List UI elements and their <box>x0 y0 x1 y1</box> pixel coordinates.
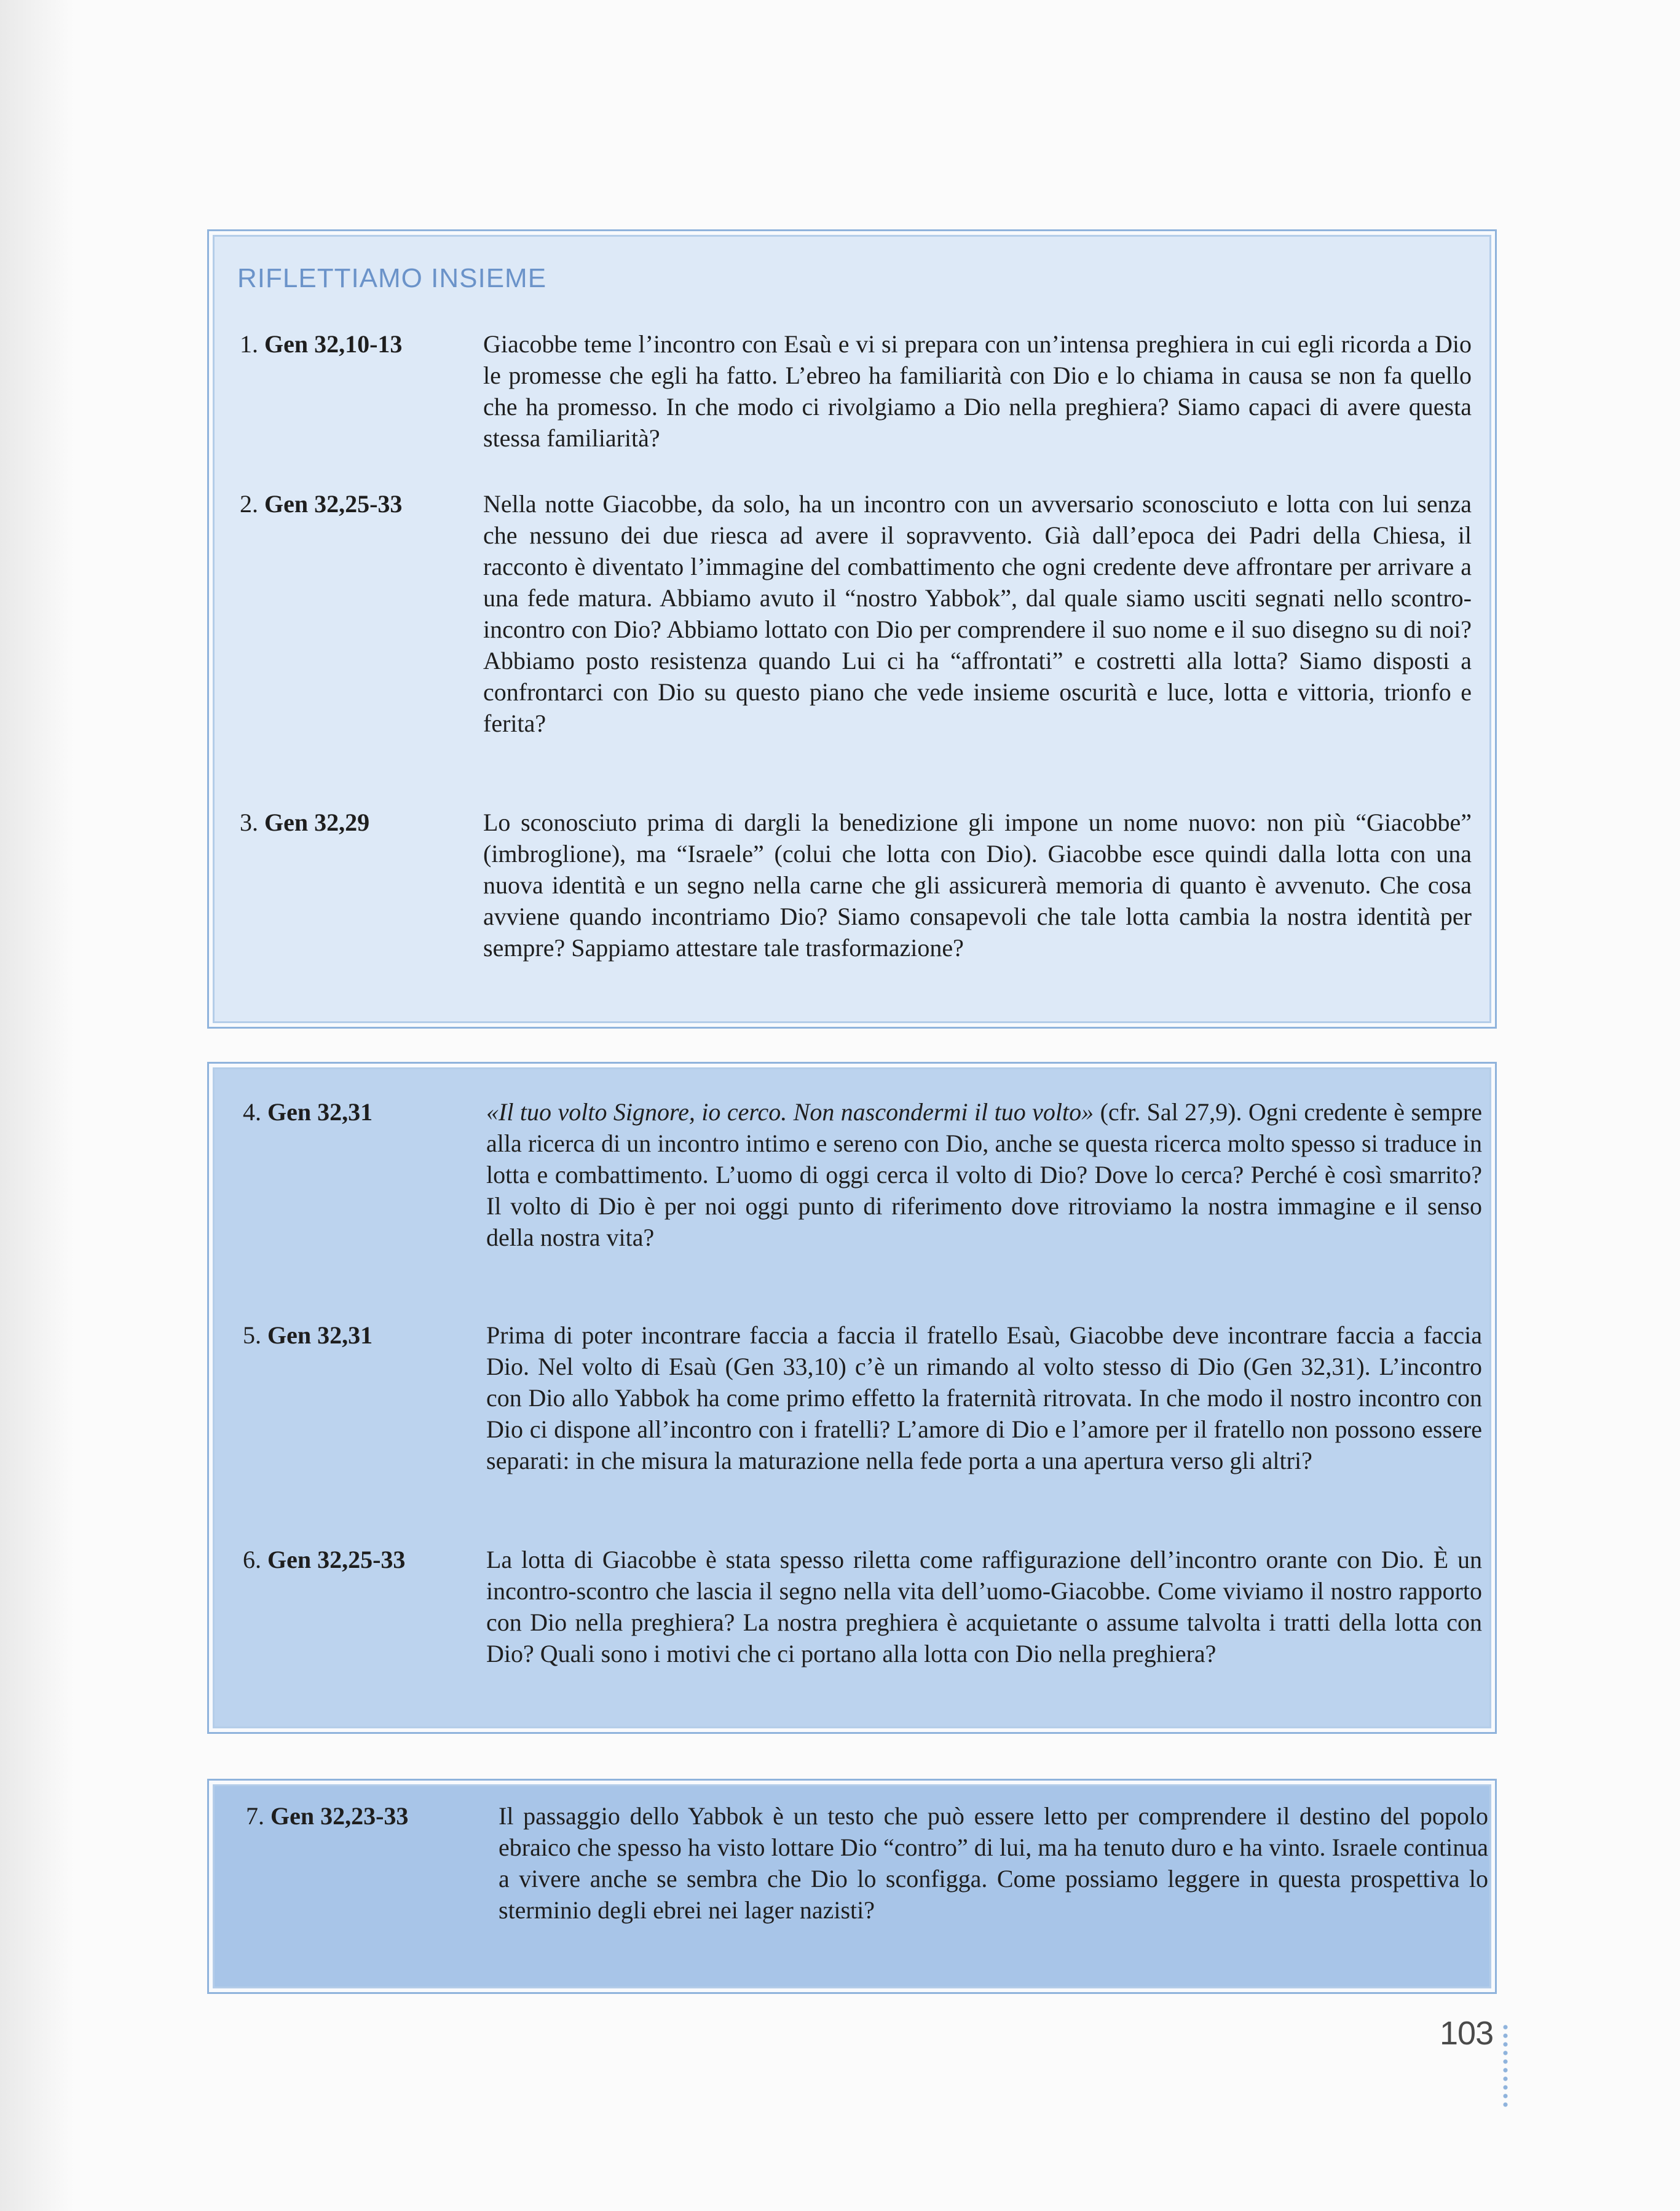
page-number: 103 <box>1440 2015 1494 2052</box>
decorative-dots <box>1502 2023 1508 2109</box>
question-reference: 1. Gen 32,10-13 <box>240 330 403 358</box>
question-text: La lotta di Giacobbe è stata spesso riletta come raffigurazione dell’incontro orante con Dio. È un incontro-scontro che lascia il segno nella vita dell’uomo-Giacobbe. Come viviamo il nostro rapporto con Dio nella preghiera? La nostra preghiera è acquietante o assume talvolta i tratti della lotta con Dio? Quali sono i motivi che ci portano alla lotta con Dio nella preghiera? <box>486 1546 1482 1667</box>
question-reference: 6. Gen 32,25-33 <box>243 1546 406 1573</box>
question-reference: 4. Gen 32,31 <box>243 1098 373 1126</box>
question-text: Giacobbe teme l’incontro con Esaù e vi si prepara con un’intensa preghiera in cui egli ricorda a Dio le promesse che egli ha fatto. L’ebreo ha familiarità con Dio e lo chiama in causa se non fa quello che ha promesso. In che modo ci rivolgiamo a Dio nella preghiera? Siamo capaci di avere questa stessa familiarità? <box>483 330 1472 452</box>
question-text: Il passaggio dello Yabbok è un testo che può essere letto per comprendere il destino del popolo ebraico che spesso ha visto lottare Dio “contro” di lui, ma ha tenuto duro e ha vinto. Israele continua a vivere anche se sembra che Dio lo sconfigga. Come possiamo leggere in questa prospettiva lo sterminio degli ebrei nei lager nazisti? <box>499 1802 1488 1924</box>
question-text: «Il tuo volto Signore, io cerco. Non nascondermi il tuo volto» (cfr. Sal 27,9). Ogni credente è sempre alla ricerca di un incontro intimo e sereno con Dio, anche se questa ricerca molto spesso si traduce in lotta e combattimento. L’uomo di oggi cerca il volto di Dio? Dove lo cerca? Perché è così smarrito? Il volto di Dio è per noi oggi punto di riferimento dove ritroviamo la nostra immagine e il senso della nostra vita? <box>486 1098 1483 1251</box>
question-reference: 3. Gen 32,29 <box>240 809 370 836</box>
question-text: Lo sconosciuto prima di dargli la benedizione gli impone un nome nuovo: non più “Giacobbe” (imbroglione), ma “Israele” (colui che lotta con Dio). Giacobbe esce quindi dalla lotta con una nuova identità e un segno nella carne che gli assicurerà memoria di quanto è avvenuto. Che cosa avviene quando incontriamo Dio? Siamo consapevoli che tale lotta cambia la nostra identità per sempre? Sappiamo attestare tale trasformazione? <box>483 809 1472 962</box>
question-reference: 5. Gen 32,31 <box>243 1321 373 1349</box>
question-text: Nella notte Giacobbe, da solo, ha un incontro con un avversario sconosciuto e lotta con lui senza che nessuno dei due riesca ad avere il sopravvento. Già dall’epoca dei Padri della Chiesa, il racconto è diventato l’immagine del combattimento che ogni credente deve affrontare per arrivare a una fede matura. Abbiamo avuto il “nostro Yabbok”, dal quale siamo usciti segnati nello scontro-incontro con Dio? Abbiamo lottato con Dio per comprendere il suo nome e il suo disegno su di noi? Abbiamo posto resistenza quando Lui ci ha “affrontati” e costretti alla lotta? Siamo disposti a confrontarci con Dio su questo piano che vede insieme oscurità e luce, lotta e vittoria, trionfo e ferita? <box>483 490 1472 737</box>
section-title: RIFLETTIAMO INSIEME <box>237 263 547 293</box>
question-reference: 2. Gen 32,25-33 <box>240 490 403 518</box>
psalm-quote: «Il tuo volto Signore, io cerco. Non nascondermi il tuo volto» <box>486 1098 1094 1126</box>
page-spine-shadow <box>0 0 74 2211</box>
question-reference: 7. Gen 32,23-33 <box>246 1802 409 1830</box>
question-text: Prima di poter incontrare faccia a faccia il fratello Esaù, Giacobbe deve incontrare faccia a faccia Dio. Nel volto di Esaù (Gen 33,10) c’è un rimando al volto stesso di Dio (Gen 32,31). L’incontro con Dio allo Yabbok ha come primo effetto la fraternità ritrovata. In che modo il nostro incontro con Dio ci dispone all’incontro con i fratelli? L’amore di Dio e l’amore per il fratello non possono essere separati: in che misura la maturazione nella fede porta a una apertura verso gli altri? <box>486 1321 1482 1474</box>
